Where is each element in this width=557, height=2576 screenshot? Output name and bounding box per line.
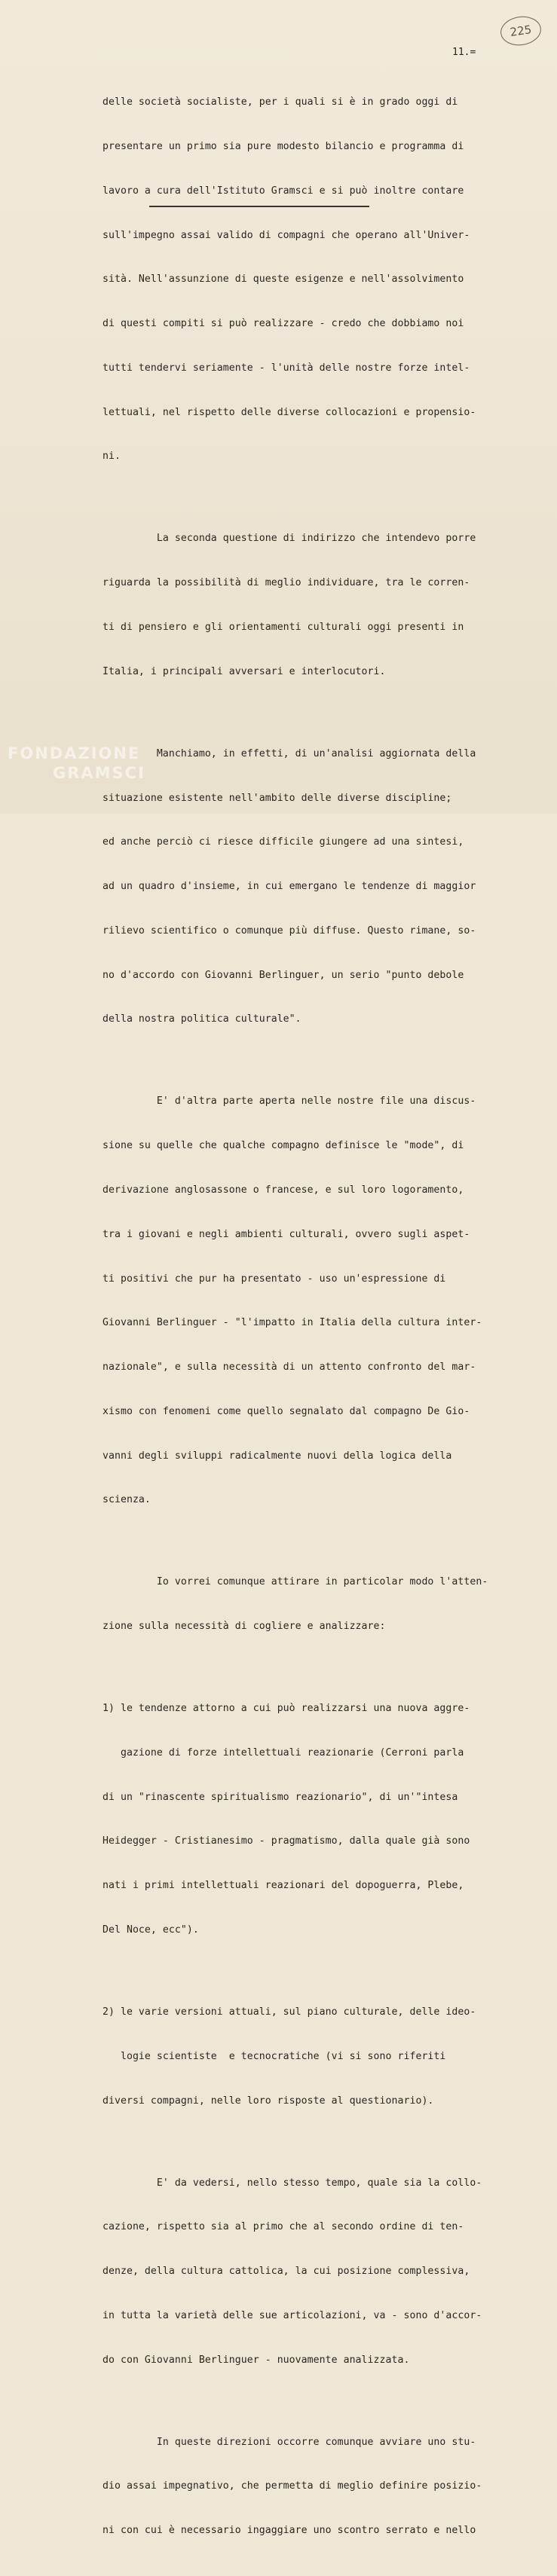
text-line: do con Giovanni Berlinguer - nuovamente analizzata. [103, 2354, 410, 2366]
text-line: zione sulla necessità di cogliere e analizzare: [103, 1621, 386, 1633]
text-line: tra i giovani e negli ambienti culturali, ovvero sugli aspet- [103, 1228, 470, 1240]
text-line: presentare un primo sia pure modesto bilancio e programma di [103, 140, 464, 152]
text-line: E' da vedersi, nello stesso tempo, quale sia la collo- [103, 2177, 482, 2189]
text-line: ti di pensiero e gli orientamenti culturali oggi presenti in [103, 621, 464, 633]
text-line: ed anche perciò ci riesce difficile giungere ad una sintesi, [103, 836, 464, 848]
paragraph [103, 717, 532, 1057]
text-line: gazione di forze intellettuali reazionarie (Cerroni parla [103, 1746, 464, 1759]
text-line: ni con cui è necessario ingaggiare uno scontro serrato e nello [103, 2525, 476, 2537]
text-line: no d'accordo con Giovanni Berlinguer, un serio "punto debole [103, 969, 464, 981]
text-line: sità. Nell'assunzione di queste esigenze e nell'assolvimento [103, 273, 464, 286]
watermark-line: FONDAZIONE [8, 744, 141, 762]
text-line: xismo con fenomeni come quello segnalato dal compagno De Gio- [103, 1405, 470, 1417]
text-line: dio assai impegnativo, che permetta di meglio definire posizio- [103, 2480, 482, 2492]
paragraph [103, 66, 532, 494]
text-line: situazione esistente nell'ambito delle diverse discipline; [103, 792, 452, 804]
text-line: scienza. [103, 1494, 151, 1506]
text-line: ad un quadro d'insieme, in cui emergano le tendenze di maggior [103, 881, 476, 893]
list-item [103, 1672, 532, 1967]
text-line: E' d'altra parte aperta nelle nostre file una discus- [103, 1095, 476, 1108]
list-item [103, 1976, 532, 2138]
text-line: logie scientiste e tecnocratiche (vi si sono riferiti [103, 2050, 446, 2062]
text-line: La seconda questione di indirizzo che intendevo porre [103, 533, 476, 545]
text-line: sull'impegno assai valido di compagni che operano all'Univer- [103, 229, 470, 241]
text-line: Del Noce, ecc"). [103, 1924, 199, 1936]
text-line: lavoro a cura dell'Istituto Gramsci e si può inoltre contare [103, 185, 464, 197]
text-line: Giovanni Berlinguer - "l'impatto in Italia della cultura inter- [103, 1317, 482, 1329]
text-line: derivazione anglosassone o francese, e sul loro logoramento, [103, 1184, 464, 1196]
text-line: ti positivi che pur ha presentato - uso un'espressione di [103, 1273, 446, 1285]
text-line: lettuali, nel rispetto delle diverse collocazioni e propensio- [103, 406, 476, 418]
text-line: Io vorrei comunque attirare in particolar modo l'atten- [103, 1576, 488, 1588]
text-line: in tutta la varietà delle sue articolazioni, va - sono d'accor- [103, 2309, 482, 2321]
paragraph [103, 1065, 532, 1537]
text-line: tutti tendervi seriamente - l'unità delle nostre forze intel- [103, 362, 470, 374]
text-line: Italia, i principali avversari e interlocutori. [103, 665, 386, 677]
text-line: 1) le tendenze attorno a cui può realizzarsi una nuova aggre- [103, 1703, 470, 1715]
text-line: di un "rinascente spiritualismo reazionario", di un'"intesa [103, 1791, 458, 1803]
text-line: nati i primi intellettuali reazionari del dopoguerra, Plebe, [103, 1880, 464, 1892]
text-line: sione su quelle che qualche compagno definisce le "mode", di [103, 1140, 464, 1152]
text-line: denze, della cultura cattolica, la cui posizione complessiva, [103, 2266, 470, 2278]
paragraph [103, 2146, 532, 2397]
text-line: cazione, rispetto sia al primo che al secondo ordine di ten- [103, 2221, 464, 2233]
text-line: vanni degli sviluppi radicalmente nuovi della logica della [103, 1450, 452, 1462]
paragraph [103, 502, 532, 708]
archive-watermark [0, 744, 166, 782]
text-line: Manchiamo, in effetti, di un'analisi aggiornata della [103, 747, 476, 759]
text-line: ni. [103, 451, 121, 463]
text-line: delle società socialiste, per i quali si è in grado oggi di [103, 96, 458, 108]
text-line: rilievo scientifico o comunque più diffuse. Questo rimane, so- [103, 924, 476, 937]
watermark-line: GRAMSCI [53, 764, 145, 782]
text-line: nazionale", e sulla necessità di un attento confronto del mar- [103, 1361, 476, 1374]
archive-stamp: 225 [499, 14, 543, 47]
text-line: della nostra politica culturale". [103, 1013, 301, 1025]
text-line: Heidegger - Cristianesimo - pragmatismo, dalla quale già sono [103, 1835, 470, 1847]
text-line: 2) le varie versioni attuali, sul piano culturale, delle ideo- [103, 2006, 476, 2018]
text-line: In queste direzioni occorre comunque avviare uno stu- [103, 2436, 476, 2448]
body-text [103, 66, 532, 2576]
paragraph [103, 1545, 532, 1664]
paragraph [103, 2405, 532, 2568]
text-line: di questi compiti si può realizzare - credo che dobbiamo noi [103, 318, 464, 330]
text-line: riguarda la possibilità di meglio individuare, tra le corren- [103, 577, 470, 589]
page-number: 11.= [452, 47, 476, 58]
text-line: diversi compagni, nelle loro risposte al questionario). [103, 2095, 434, 2107]
